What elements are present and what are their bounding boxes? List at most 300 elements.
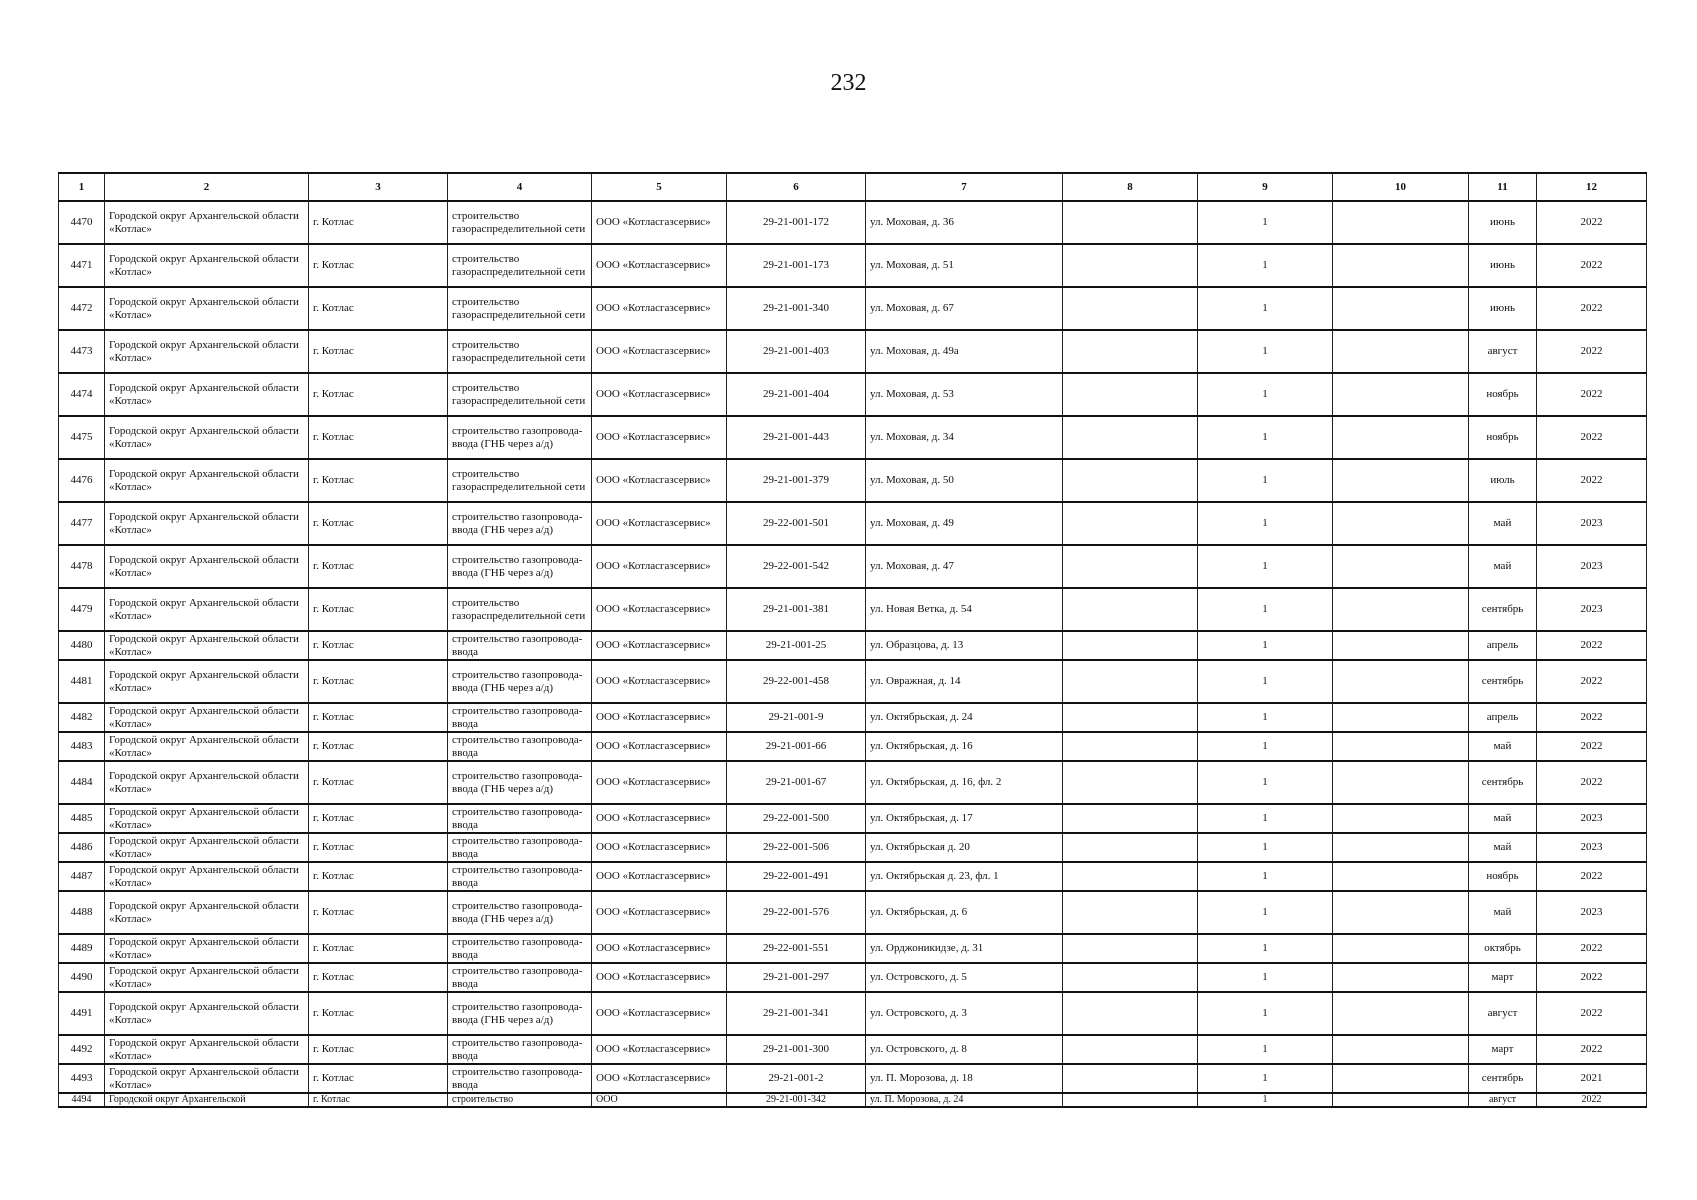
row-number-cell: 4472 xyxy=(59,287,105,330)
column-10-cell xyxy=(1333,963,1469,992)
column-10-cell xyxy=(1333,862,1469,891)
work-type-cell: строительство газопровода-ввода (ГНБ через а/д) xyxy=(448,660,592,703)
work-type-cell: строительство газопровода-ввода xyxy=(448,703,592,732)
row-number-cell: 4471 xyxy=(59,244,105,287)
settlement-cell: г. Котлас xyxy=(309,631,448,660)
column-10-cell xyxy=(1333,201,1469,244)
work-type-cell: строительство газораспределительной сети xyxy=(448,287,592,330)
settlement-cell: г. Котлас xyxy=(309,963,448,992)
table-row xyxy=(59,1093,1647,1107)
settlement-cell: г. Котлас xyxy=(309,1035,448,1064)
month-cell: ноябрь xyxy=(1469,416,1537,459)
month-cell: сентябрь xyxy=(1469,761,1537,804)
municipality-cell: Городской округ Архангельской области «Котлас» xyxy=(105,201,309,244)
quantity-cell: 1 xyxy=(1198,373,1333,416)
work-type-cell: строительство газопровода-ввода xyxy=(448,833,592,862)
column-8-cell xyxy=(1063,891,1198,934)
organization-cell: ООО xyxy=(592,1093,727,1107)
column-8-cell xyxy=(1063,459,1198,502)
quantity-cell: 1 xyxy=(1198,1093,1333,1107)
column-10-cell xyxy=(1333,373,1469,416)
year-cell: 2022 xyxy=(1537,761,1647,804)
settlement-cell: г. Котлас xyxy=(309,703,448,732)
year-cell: 2022 xyxy=(1537,244,1647,287)
month-cell: май xyxy=(1469,804,1537,833)
organization-cell: ООО «Котласгазсервис» xyxy=(592,703,727,732)
settlement-cell: г. Котлас xyxy=(309,244,448,287)
organization-cell: ООО «Котласгазсервис» xyxy=(592,1064,727,1093)
table-row xyxy=(59,660,1647,703)
year-cell: 2022 xyxy=(1537,660,1647,703)
settlement-cell: г. Котлас xyxy=(309,732,448,761)
column-10-cell xyxy=(1333,588,1469,631)
quantity-cell: 1 xyxy=(1198,703,1333,732)
quantity-cell: 1 xyxy=(1198,891,1333,934)
work-type-cell: строительство газораспределительной сети xyxy=(448,330,592,373)
column-8-cell xyxy=(1063,588,1198,631)
address-cell: ул. Моховая, д. 34 xyxy=(866,416,1063,459)
year-cell: 2022 xyxy=(1537,416,1647,459)
column-header: 2 xyxy=(105,173,309,201)
quantity-cell: 1 xyxy=(1198,631,1333,660)
work-type-cell: строительство газопровода-ввода xyxy=(448,631,592,660)
column-header: 3 xyxy=(309,173,448,201)
table-row xyxy=(59,588,1647,631)
quantity-cell: 1 xyxy=(1198,732,1333,761)
work-type-cell: строительство газораспределительной сети xyxy=(448,588,592,631)
column-header: 1 xyxy=(59,173,105,201)
month-cell: июнь xyxy=(1469,244,1537,287)
object-code-cell: 29-22-001-501 xyxy=(727,502,866,545)
object-code-cell: 29-22-001-551 xyxy=(727,934,866,963)
quantity-cell: 1 xyxy=(1198,244,1333,287)
settlement-cell: г. Котлас xyxy=(309,201,448,244)
quantity-cell: 1 xyxy=(1198,934,1333,963)
column-8-cell xyxy=(1063,761,1198,804)
quantity-cell: 1 xyxy=(1198,287,1333,330)
quantity-cell: 1 xyxy=(1198,545,1333,588)
column-10-cell xyxy=(1333,1093,1469,1107)
table-row xyxy=(59,732,1647,761)
row-number-cell: 4479 xyxy=(59,588,105,631)
column-8-cell xyxy=(1063,862,1198,891)
table-row xyxy=(59,891,1647,934)
settlement-cell: г. Котлас xyxy=(309,545,448,588)
organization-cell: ООО «Котласгазсервис» xyxy=(592,244,727,287)
month-cell: апрель xyxy=(1469,631,1537,660)
object-code-cell: 29-21-001-443 xyxy=(727,416,866,459)
organization-cell: ООО «Котласгазсервис» xyxy=(592,330,727,373)
settlement-cell: г. Котлас xyxy=(309,588,448,631)
quantity-cell: 1 xyxy=(1198,1064,1333,1093)
organization-cell: ООО «Котласгазсервис» xyxy=(592,732,727,761)
address-cell: ул. Образцова, д. 13 xyxy=(866,631,1063,660)
column-10-cell xyxy=(1333,631,1469,660)
municipality-cell: Городской округ Архангельской области «Котлас» xyxy=(105,1035,309,1064)
row-number-cell: 4493 xyxy=(59,1064,105,1093)
organization-cell: ООО «Котласгазсервис» xyxy=(592,545,727,588)
year-cell: 2022 xyxy=(1537,459,1647,502)
object-code-cell: 29-22-001-500 xyxy=(727,804,866,833)
column-8-cell xyxy=(1063,963,1198,992)
address-cell: ул. Октябрьская, д. 16, фл. 2 xyxy=(866,761,1063,804)
municipality-cell: Городской округ Архангельской области «Котлас» xyxy=(105,502,309,545)
work-type-cell: строительство газопровода-ввода (ГНБ через а/д) xyxy=(448,545,592,588)
settlement-cell: г. Котлас xyxy=(309,804,448,833)
work-type-cell: строительство газопровода-ввода xyxy=(448,1035,592,1064)
row-number-cell: 4494 xyxy=(59,1093,105,1107)
column-10-cell xyxy=(1333,330,1469,373)
municipality-cell: Городской округ Архангельской области «Котлас» xyxy=(105,804,309,833)
row-number-cell: 4481 xyxy=(59,660,105,703)
month-cell: август xyxy=(1469,330,1537,373)
work-type-cell: строительство газораспределительной сети xyxy=(448,201,592,244)
quantity-cell: 1 xyxy=(1198,992,1333,1035)
address-cell: ул. Островского, д. 8 xyxy=(866,1035,1063,1064)
work-type-cell: строительство газопровода-ввода (ГНБ через а/д) xyxy=(448,416,592,459)
column-8-cell xyxy=(1063,804,1198,833)
settlement-cell: г. Котлас xyxy=(309,934,448,963)
row-number-cell: 4477 xyxy=(59,502,105,545)
organization-cell: ООО «Котласгазсервис» xyxy=(592,459,727,502)
year-cell: 2022 xyxy=(1537,330,1647,373)
work-type-cell: строительство газопровода-ввода xyxy=(448,934,592,963)
object-code-cell: 29-21-001-381 xyxy=(727,588,866,631)
object-code-cell: 29-21-001-300 xyxy=(727,1035,866,1064)
month-cell: июнь xyxy=(1469,287,1537,330)
object-code-cell: 29-21-001-173 xyxy=(727,244,866,287)
month-cell: ноябрь xyxy=(1469,373,1537,416)
column-8-cell xyxy=(1063,934,1198,963)
object-code-cell: 29-21-001-379 xyxy=(727,459,866,502)
quantity-cell: 1 xyxy=(1198,416,1333,459)
column-8-cell xyxy=(1063,1064,1198,1093)
column-8-cell xyxy=(1063,416,1198,459)
row-number-cell: 4482 xyxy=(59,703,105,732)
column-8-cell xyxy=(1063,373,1198,416)
work-type-cell: строительство газопровода-ввода (ГНБ через а/д) xyxy=(448,992,592,1035)
year-cell: 2022 xyxy=(1537,934,1647,963)
month-cell: ноябрь xyxy=(1469,862,1537,891)
month-cell: март xyxy=(1469,1035,1537,1064)
month-cell: август xyxy=(1469,992,1537,1035)
month-cell: март xyxy=(1469,963,1537,992)
object-code-cell: 29-22-001-458 xyxy=(727,660,866,703)
column-header: 9 xyxy=(1198,173,1333,201)
column-8-cell xyxy=(1063,287,1198,330)
row-number-cell: 4491 xyxy=(59,992,105,1035)
organization-cell: ООО «Котласгазсервис» xyxy=(592,373,727,416)
column-10-cell xyxy=(1333,416,1469,459)
table-row xyxy=(59,244,1647,287)
object-code-cell: 29-21-001-340 xyxy=(727,287,866,330)
column-10-cell xyxy=(1333,703,1469,732)
row-number-cell: 4489 xyxy=(59,934,105,963)
row-number-cell: 4488 xyxy=(59,891,105,934)
month-cell: май xyxy=(1469,545,1537,588)
column-8-cell xyxy=(1063,1035,1198,1064)
address-cell: ул. Моховая, д. 36 xyxy=(866,201,1063,244)
table-row xyxy=(59,545,1647,588)
organization-cell: ООО «Котласгазсервис» xyxy=(592,891,727,934)
column-8-cell xyxy=(1063,545,1198,588)
quantity-cell: 1 xyxy=(1198,459,1333,502)
organization-cell: ООО «Котласгазсервис» xyxy=(592,502,727,545)
header-row xyxy=(59,173,1647,201)
table-row xyxy=(59,761,1647,804)
table-row xyxy=(59,459,1647,502)
column-10-cell xyxy=(1333,660,1469,703)
work-type-cell: строительство газопровода-ввода (ГНБ через а/д) xyxy=(448,502,592,545)
month-cell: май xyxy=(1469,732,1537,761)
municipality-cell: Городской округ Архангельской области «Котлас» xyxy=(105,862,309,891)
address-cell: ул. Октябрьская, д. 17 xyxy=(866,804,1063,833)
municipality-cell: Городской округ Архангельской области «Котлас» xyxy=(105,373,309,416)
month-cell: июль xyxy=(1469,459,1537,502)
address-cell: ул. Моховая, д. 53 xyxy=(866,373,1063,416)
column-8-cell xyxy=(1063,244,1198,287)
object-code-cell: 29-21-001-25 xyxy=(727,631,866,660)
year-cell: 2022 xyxy=(1537,631,1647,660)
page-number: 232 xyxy=(830,70,867,96)
municipality-cell: Городской округ Архангельской области «Котлас» xyxy=(105,588,309,631)
object-code-cell: 29-21-001-67 xyxy=(727,761,866,804)
column-10-cell xyxy=(1333,732,1469,761)
object-code-cell: 29-22-001-506 xyxy=(727,833,866,862)
work-type-cell: строительство газораспределительной сети xyxy=(448,459,592,502)
table-row xyxy=(59,287,1647,330)
object-code-cell: 29-21-001-342 xyxy=(727,1093,866,1107)
column-8-cell xyxy=(1063,833,1198,862)
row-number-cell: 4480 xyxy=(59,631,105,660)
table-row xyxy=(59,502,1647,545)
organization-cell: ООО «Котласгазсервис» xyxy=(592,588,727,631)
year-cell: 2023 xyxy=(1537,804,1647,833)
table-header xyxy=(59,173,1647,201)
address-cell: ул. Моховая, д. 51 xyxy=(866,244,1063,287)
address-cell: ул. Моховая, д. 49 xyxy=(866,502,1063,545)
municipality-cell: Городской округ Архангельской xyxy=(105,1093,309,1107)
register-table xyxy=(58,172,1647,1108)
table-row xyxy=(59,1035,1647,1064)
year-cell: 2023 xyxy=(1537,502,1647,545)
quantity-cell: 1 xyxy=(1198,833,1333,862)
object-code-cell: 29-21-001-403 xyxy=(727,330,866,373)
row-number-cell: 4474 xyxy=(59,373,105,416)
year-cell: 2023 xyxy=(1537,545,1647,588)
column-10-cell xyxy=(1333,459,1469,502)
work-type-cell: строительство газораспределительной сети xyxy=(448,373,592,416)
work-type-cell: строительство газораспределительной сети xyxy=(448,244,592,287)
column-header: 5 xyxy=(592,173,727,201)
row-number-cell: 4487 xyxy=(59,862,105,891)
object-code-cell: 29-21-001-172 xyxy=(727,201,866,244)
month-cell: сентябрь xyxy=(1469,660,1537,703)
municipality-cell: Городской округ Архангельской области «Котлас» xyxy=(105,244,309,287)
year-cell: 2023 xyxy=(1537,833,1647,862)
column-10-cell xyxy=(1333,244,1469,287)
month-cell: сентябрь xyxy=(1469,588,1537,631)
object-code-cell: 29-21-001-341 xyxy=(727,992,866,1035)
column-10-cell xyxy=(1333,761,1469,804)
table-body xyxy=(59,201,1647,1107)
settlement-cell: г. Котлас xyxy=(309,1064,448,1093)
object-code-cell: 29-21-001-297 xyxy=(727,963,866,992)
table-row xyxy=(59,330,1647,373)
organization-cell: ООО «Котласгазсервис» xyxy=(592,287,727,330)
month-cell: август xyxy=(1469,1093,1537,1107)
object-code-cell: 29-21-001-66 xyxy=(727,732,866,761)
month-cell: сентябрь xyxy=(1469,1064,1537,1093)
settlement-cell: г. Котлас xyxy=(309,660,448,703)
address-cell: ул. Орджоникидзе, д. 31 xyxy=(866,934,1063,963)
year-cell: 2021 xyxy=(1537,1064,1647,1093)
column-8-cell xyxy=(1063,201,1198,244)
municipality-cell: Городской округ Архангельской области «Котлас» xyxy=(105,287,309,330)
row-number-cell: 4490 xyxy=(59,963,105,992)
organization-cell: ООО «Котласгазсервис» xyxy=(592,963,727,992)
municipality-cell: Городской округ Архангельской области «Котлас» xyxy=(105,330,309,373)
column-10-cell xyxy=(1333,992,1469,1035)
table-row xyxy=(59,201,1647,244)
month-cell: июнь xyxy=(1469,201,1537,244)
address-cell: ул. Островского, д. 3 xyxy=(866,992,1063,1035)
column-10-cell xyxy=(1333,287,1469,330)
quantity-cell: 1 xyxy=(1198,330,1333,373)
address-cell: ул. Октябрьская, д. 24 xyxy=(866,703,1063,732)
column-8-cell xyxy=(1063,631,1198,660)
settlement-cell: г. Котлас xyxy=(309,992,448,1035)
object-code-cell: 29-22-001-542 xyxy=(727,545,866,588)
month-cell: май xyxy=(1469,502,1537,545)
row-number-cell: 4473 xyxy=(59,330,105,373)
municipality-cell: Городской округ Архангельской области «Котлас» xyxy=(105,660,309,703)
table-row xyxy=(59,1064,1647,1093)
settlement-cell: г. Котлас xyxy=(309,459,448,502)
municipality-cell: Городской округ Архангельской области «Котлас» xyxy=(105,833,309,862)
organization-cell: ООО «Котласгазсервис» xyxy=(592,833,727,862)
address-cell: ул. Октябрьская, д. 6 xyxy=(866,891,1063,934)
work-type-cell: строительство газопровода-ввода (ГНБ через а/д) xyxy=(448,891,592,934)
municipality-cell: Городской округ Архангельской области «Котлас» xyxy=(105,891,309,934)
address-cell: ул. Моховая, д. 47 xyxy=(866,545,1063,588)
column-header: 4 xyxy=(448,173,592,201)
table-row xyxy=(59,833,1647,862)
organization-cell: ООО «Котласгазсервис» xyxy=(592,934,727,963)
row-number-cell: 4476 xyxy=(59,459,105,502)
column-8-cell xyxy=(1063,330,1198,373)
address-cell: ул. П. Морозова, д. 18 xyxy=(866,1064,1063,1093)
municipality-cell: Городской округ Архангельской области «Котлас» xyxy=(105,992,309,1035)
address-cell: ул. Овражная, д. 14 xyxy=(866,660,1063,703)
settlement-cell: г. Котлас xyxy=(309,502,448,545)
column-10-cell xyxy=(1333,934,1469,963)
work-type-cell: строительство газопровода-ввода xyxy=(448,1064,592,1093)
municipality-cell: Городской округ Архангельской области «Котлас» xyxy=(105,545,309,588)
year-cell: 2022 xyxy=(1537,862,1647,891)
settlement-cell: г. Котлас xyxy=(309,891,448,934)
settlement-cell: г. Котлас xyxy=(309,416,448,459)
quantity-cell: 1 xyxy=(1198,588,1333,631)
column-10-cell xyxy=(1333,891,1469,934)
settlement-cell: г. Котлас xyxy=(309,287,448,330)
year-cell: 2022 xyxy=(1537,373,1647,416)
row-number-cell: 4470 xyxy=(59,201,105,244)
settlement-cell: г. Котлас xyxy=(309,833,448,862)
work-type-cell: строительство газопровода-ввода xyxy=(448,804,592,833)
column-header: 7 xyxy=(866,173,1063,201)
work-type-cell: строительство газопровода-ввода (ГНБ через а/д) xyxy=(448,761,592,804)
municipality-cell: Городской округ Архангельской области «Котлас» xyxy=(105,732,309,761)
quantity-cell: 1 xyxy=(1198,761,1333,804)
row-number-cell: 4478 xyxy=(59,545,105,588)
month-cell: октябрь xyxy=(1469,934,1537,963)
quantity-cell: 1 xyxy=(1198,963,1333,992)
quantity-cell: 1 xyxy=(1198,502,1333,545)
table-row xyxy=(59,862,1647,891)
municipality-cell: Городской округ Архангельской области «Котлас» xyxy=(105,963,309,992)
column-header: 6 xyxy=(727,173,866,201)
work-type-cell: строительство газопровода-ввода xyxy=(448,963,592,992)
year-cell: 2023 xyxy=(1537,588,1647,631)
column-header: 12 xyxy=(1537,173,1647,201)
municipality-cell: Городской округ Архангельской области «Котлас» xyxy=(105,459,309,502)
row-number-cell: 4484 xyxy=(59,761,105,804)
row-number-cell: 4492 xyxy=(59,1035,105,1064)
organization-cell: ООО «Котласгазсервис» xyxy=(592,992,727,1035)
quantity-cell: 1 xyxy=(1198,804,1333,833)
organization-cell: ООО «Котласгазсервис» xyxy=(592,761,727,804)
work-type-cell: строительство xyxy=(448,1093,592,1107)
settlement-cell: г. Котлас xyxy=(309,1093,448,1107)
address-cell: ул. Октябрьская д. 20 xyxy=(866,833,1063,862)
object-code-cell: 29-21-001-9 xyxy=(727,703,866,732)
year-cell: 2022 xyxy=(1537,201,1647,244)
column-8-cell xyxy=(1063,703,1198,732)
quantity-cell: 1 xyxy=(1198,201,1333,244)
settlement-cell: г. Котлас xyxy=(309,862,448,891)
address-cell: ул. Моховая, д. 50 xyxy=(866,459,1063,502)
year-cell: 2022 xyxy=(1537,287,1647,330)
year-cell: 2022 xyxy=(1537,732,1647,761)
column-8-cell xyxy=(1063,732,1198,761)
address-cell: ул. Октябрьская, д. 16 xyxy=(866,732,1063,761)
year-cell: 2022 xyxy=(1537,963,1647,992)
column-10-cell xyxy=(1333,1035,1469,1064)
column-8-cell xyxy=(1063,1093,1198,1107)
organization-cell: ООО «Котласгазсервис» xyxy=(592,862,727,891)
organization-cell: ООО «Котласгазсервис» xyxy=(592,660,727,703)
year-cell: 2022 xyxy=(1537,992,1647,1035)
municipality-cell: Городской округ Архангельской области «Котлас» xyxy=(105,934,309,963)
address-cell: ул. П. Морозова, д. 24 xyxy=(866,1093,1063,1107)
organization-cell: ООО «Котласгазсервис» xyxy=(592,1035,727,1064)
column-10-cell xyxy=(1333,804,1469,833)
organization-cell: ООО «Котласгазсервис» xyxy=(592,631,727,660)
year-cell: 2022 xyxy=(1537,703,1647,732)
settlement-cell: г. Котлас xyxy=(309,761,448,804)
row-number-cell: 4485 xyxy=(59,804,105,833)
month-cell: апрель xyxy=(1469,703,1537,732)
row-number-cell: 4475 xyxy=(59,416,105,459)
work-type-cell: строительство газопровода-ввода xyxy=(448,862,592,891)
table-row xyxy=(59,804,1647,833)
column-header: 8 xyxy=(1063,173,1198,201)
column-header: 11 xyxy=(1469,173,1537,201)
object-code-cell: 29-21-001-2 xyxy=(727,1064,866,1093)
year-cell: 2023 xyxy=(1537,891,1647,934)
column-10-cell xyxy=(1333,833,1469,862)
